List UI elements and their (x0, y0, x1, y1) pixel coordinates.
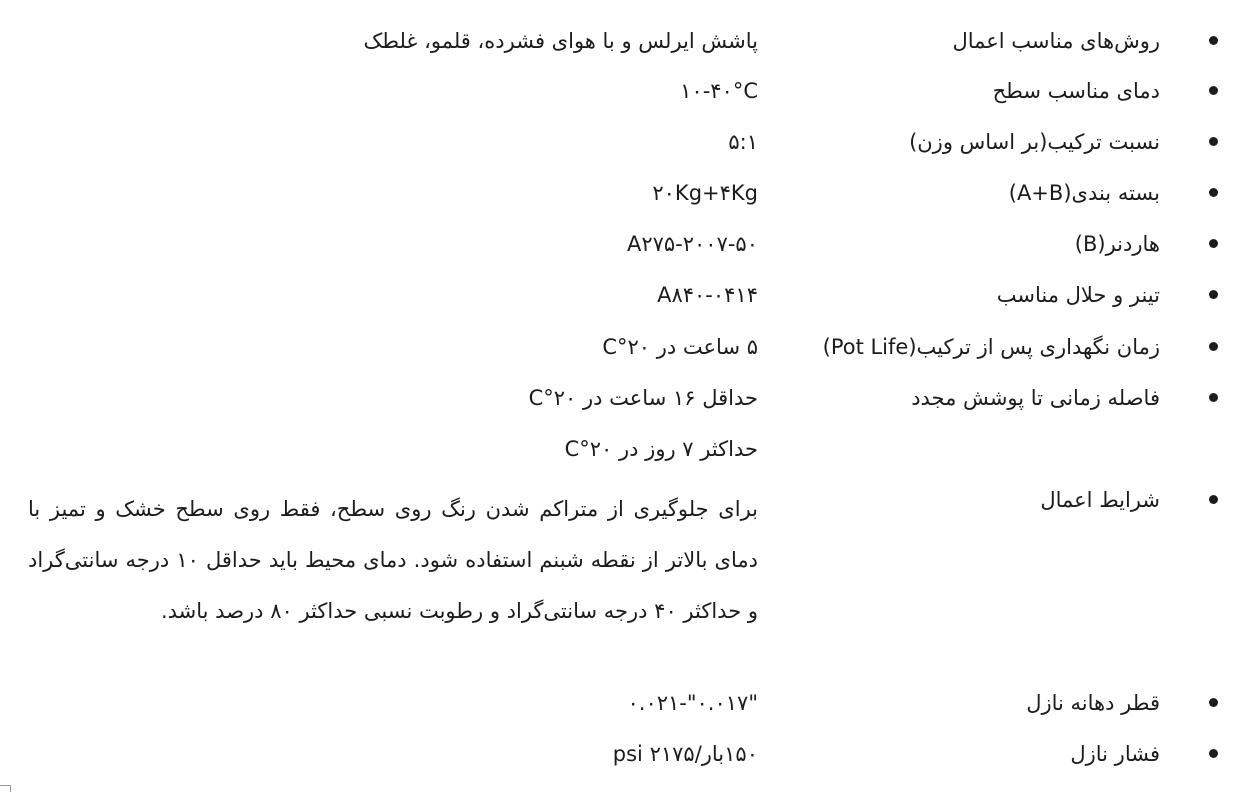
spec-label: قطر دهانه نازل (1026, 691, 1160, 715)
spec-value: A۸۴۰-۰۴۱۴ (657, 283, 758, 307)
bullet (1209, 342, 1218, 351)
spec-row-thinner (0, 270, 1252, 320)
spec-row-hardener (0, 219, 1252, 269)
spec-row-nozzle-size (0, 678, 1252, 728)
spec-label: روش‌های مناسب اعمال (952, 29, 1160, 53)
spec-label: فاصله زمانی تا پوشش مجدد (911, 386, 1160, 410)
spec-value: "۰.۰۱۷"-۰.۰۲۱ (627, 691, 758, 715)
spec-value: ۲۰Kg+۴Kg (652, 181, 758, 205)
spec-row-nozzle-pressure (0, 729, 1252, 779)
bullet (1209, 290, 1218, 299)
spec-value: A۲۷۵-۲۰۰۷-۵۰ (626, 232, 758, 256)
bullet (1209, 36, 1218, 45)
page-corner-mark (0, 785, 11, 792)
spec-label: هاردنر(B) (1074, 232, 1160, 256)
spec-value: ۵ ساعت در ۲۰°C (602, 335, 758, 359)
bullet (1209, 495, 1218, 504)
spec-value: ۵:۱ (728, 130, 758, 154)
spec-label: بسته بندی(A+B) (1008, 181, 1160, 205)
spec-row-application-methods (0, 16, 1252, 66)
bullet (1209, 188, 1218, 197)
spec-row-recoat-interval (0, 373, 1252, 423)
bullet (1209, 137, 1218, 146)
bullet (1209, 749, 1218, 758)
spec-label: فشار نازل (1070, 742, 1160, 766)
spec-label: تینر و حلال مناسب (996, 283, 1160, 307)
spec-value: حداقل ۱۶ ساعت در ۲۰°C (528, 386, 758, 410)
bullet (1209, 86, 1218, 95)
spec-value: پاشش ایرلس و با هوای فشرده، قلمو، غلطک (363, 29, 758, 53)
spec-label: نسبت ترکیب(بر اساس وزن) (909, 130, 1160, 154)
spec-label: شرایط اعمال (1040, 488, 1160, 512)
bullet (1209, 698, 1218, 707)
spec-label: دمای مناسب سطح (992, 79, 1160, 103)
spec-value: حداکثر ۷ روز در ۲۰°C (564, 437, 758, 461)
bullet (1209, 393, 1218, 402)
spec-label: زمان نگهداری پس از ترکیب(Pot Life) (822, 335, 1160, 359)
spec-row-pot-life (0, 322, 1252, 372)
spec-row-mix-ratio (0, 117, 1252, 167)
spec-row-surface-temperature (0, 66, 1252, 116)
application-conditions-text: برای جلوگیری از متراکم شدن رنگ روی سطح، فقط روی سطح خشک و تمیز با دمای بالاتر از نقطه شبنم استفاده شود. دمای محیط باید حداقل ۱۰ درجه سانتی‌گراد و حداکثر ۴۰ درجه سانتی‌گراد و رطوبت نسبی حداکثر ۸۰ درصد باشد. (28, 497, 758, 623)
spec-row-recoat-interval-max (0, 424, 1252, 474)
spec-value: ۱۰-۴۰°C (680, 79, 758, 103)
bullet (1209, 239, 1218, 248)
spec-value: ۱۵۰بار/۲۱۷۵ psi (612, 742, 758, 766)
spec-row-packaging (0, 168, 1252, 218)
